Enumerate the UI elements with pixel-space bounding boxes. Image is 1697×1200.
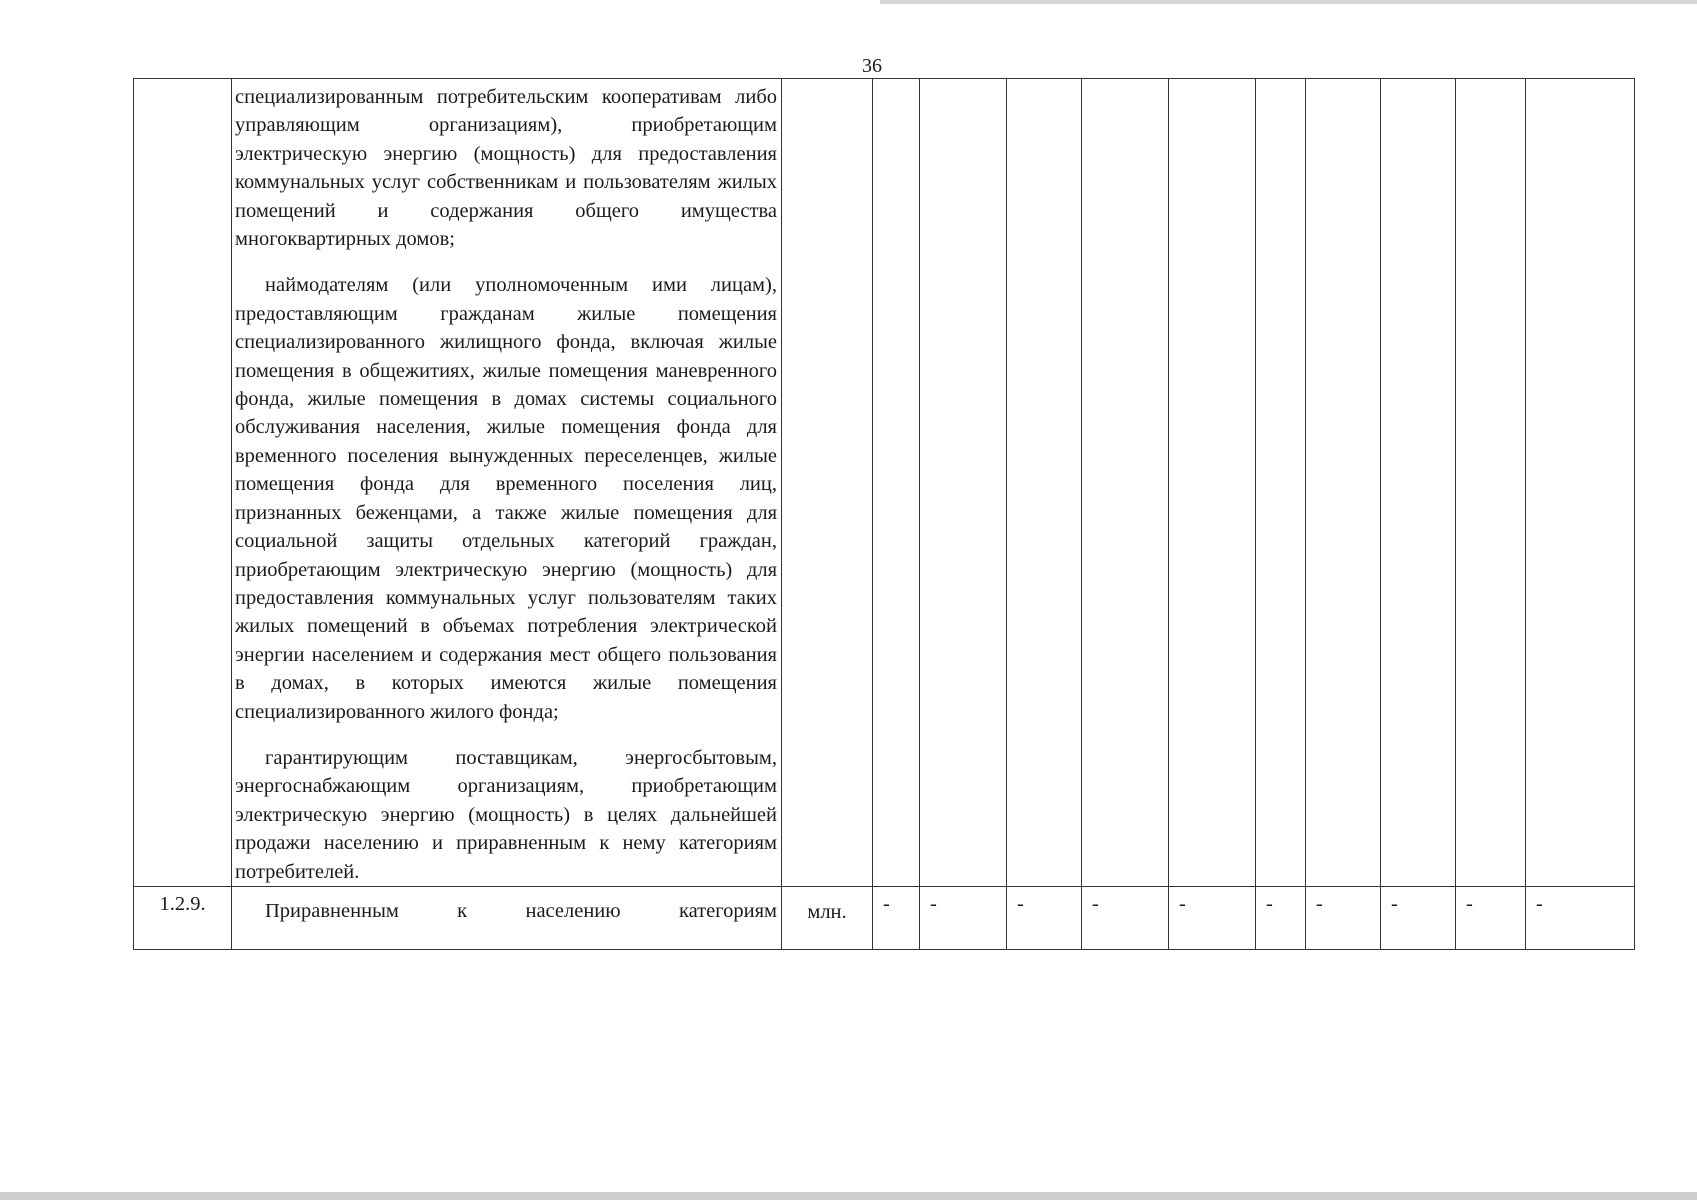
value-cell: - — [1526, 886, 1635, 949]
value-cell: - — [1256, 886, 1306, 949]
value-cell — [873, 79, 920, 887]
table-row — [134, 79, 1635, 887]
value-cell: - — [1306, 886, 1381, 949]
value-cell — [1306, 79, 1381, 887]
row-name: Приравненным к населению категориям — [265, 899, 777, 922]
paragraph: специализированным потребительским кооперативам либо управляющим организациям), приобретающим электрическую энергию (мощность) для предоставления коммунальных услуг собственникам и пользователям жилых помещений и содержания общего имущества многоквартирных домов; — [235, 86, 777, 251]
value-cell — [1082, 79, 1169, 887]
value-cell: - — [1169, 886, 1256, 949]
value-cell — [1256, 79, 1306, 887]
value-cell — [1526, 79, 1635, 887]
unit-label: млн. — [782, 886, 873, 949]
tariff-table — [133, 78, 1635, 950]
value-cell — [920, 79, 1007, 887]
value-cell — [1381, 79, 1456, 887]
value-cell: - — [1381, 886, 1456, 949]
row-description-cell — [232, 79, 782, 887]
value-cell: - — [920, 886, 1007, 949]
value-cell — [1169, 79, 1256, 887]
value-cell — [1007, 79, 1082, 887]
row-number-cell — [134, 79, 232, 887]
scan-edge-top — [880, 0, 1697, 4]
page-number: 36 — [862, 55, 882, 77]
paragraph: гарантирующим поставщикам, энергосбытовым, энергоснабжающим организациям, приобретающим электрическую энергию (мощность) в целях дальнейшей продажи населению и приравненным к нему категориям потребителей. — [235, 746, 777, 883]
row-name-cell — [232, 886, 782, 949]
table-row — [134, 886, 1635, 949]
row-number: 1.2.9. — [134, 886, 232, 949]
scan-edge-bottom — [0, 1192, 1697, 1200]
value-cell: - — [1456, 886, 1526, 949]
unit-cell — [782, 79, 873, 887]
value-cell: - — [1082, 886, 1169, 949]
value-cell: - — [1007, 886, 1082, 949]
paragraph: наймодателям (или уполномоченным ими лицам), предоставляющим гражданам жилые помещения специализированного жилищного фонда, включая жилые помещения в общежитиях, жилые помещения маневренного фонда, жилые помещения в домах системы социального обслуживания населения, жилые помещения фонда для временного поселения вынужденных переселенцев, жилые помещения фонда для временного поселения лиц, признанных беженцами, а также жилые помещения для социальной защиты отдельных категорий граждан, приобретающим электрическую энергию (мощность) для предоставления коммунальных услуг пользователям таких жилых помещений в объемах потребления электрической энергии населением и содержания мест общего пользования в домах, в которых имеются жилые помещения специализированного жилого фонда; — [235, 274, 777, 723]
value-cell: - — [873, 886, 920, 949]
value-cell — [1456, 79, 1526, 887]
